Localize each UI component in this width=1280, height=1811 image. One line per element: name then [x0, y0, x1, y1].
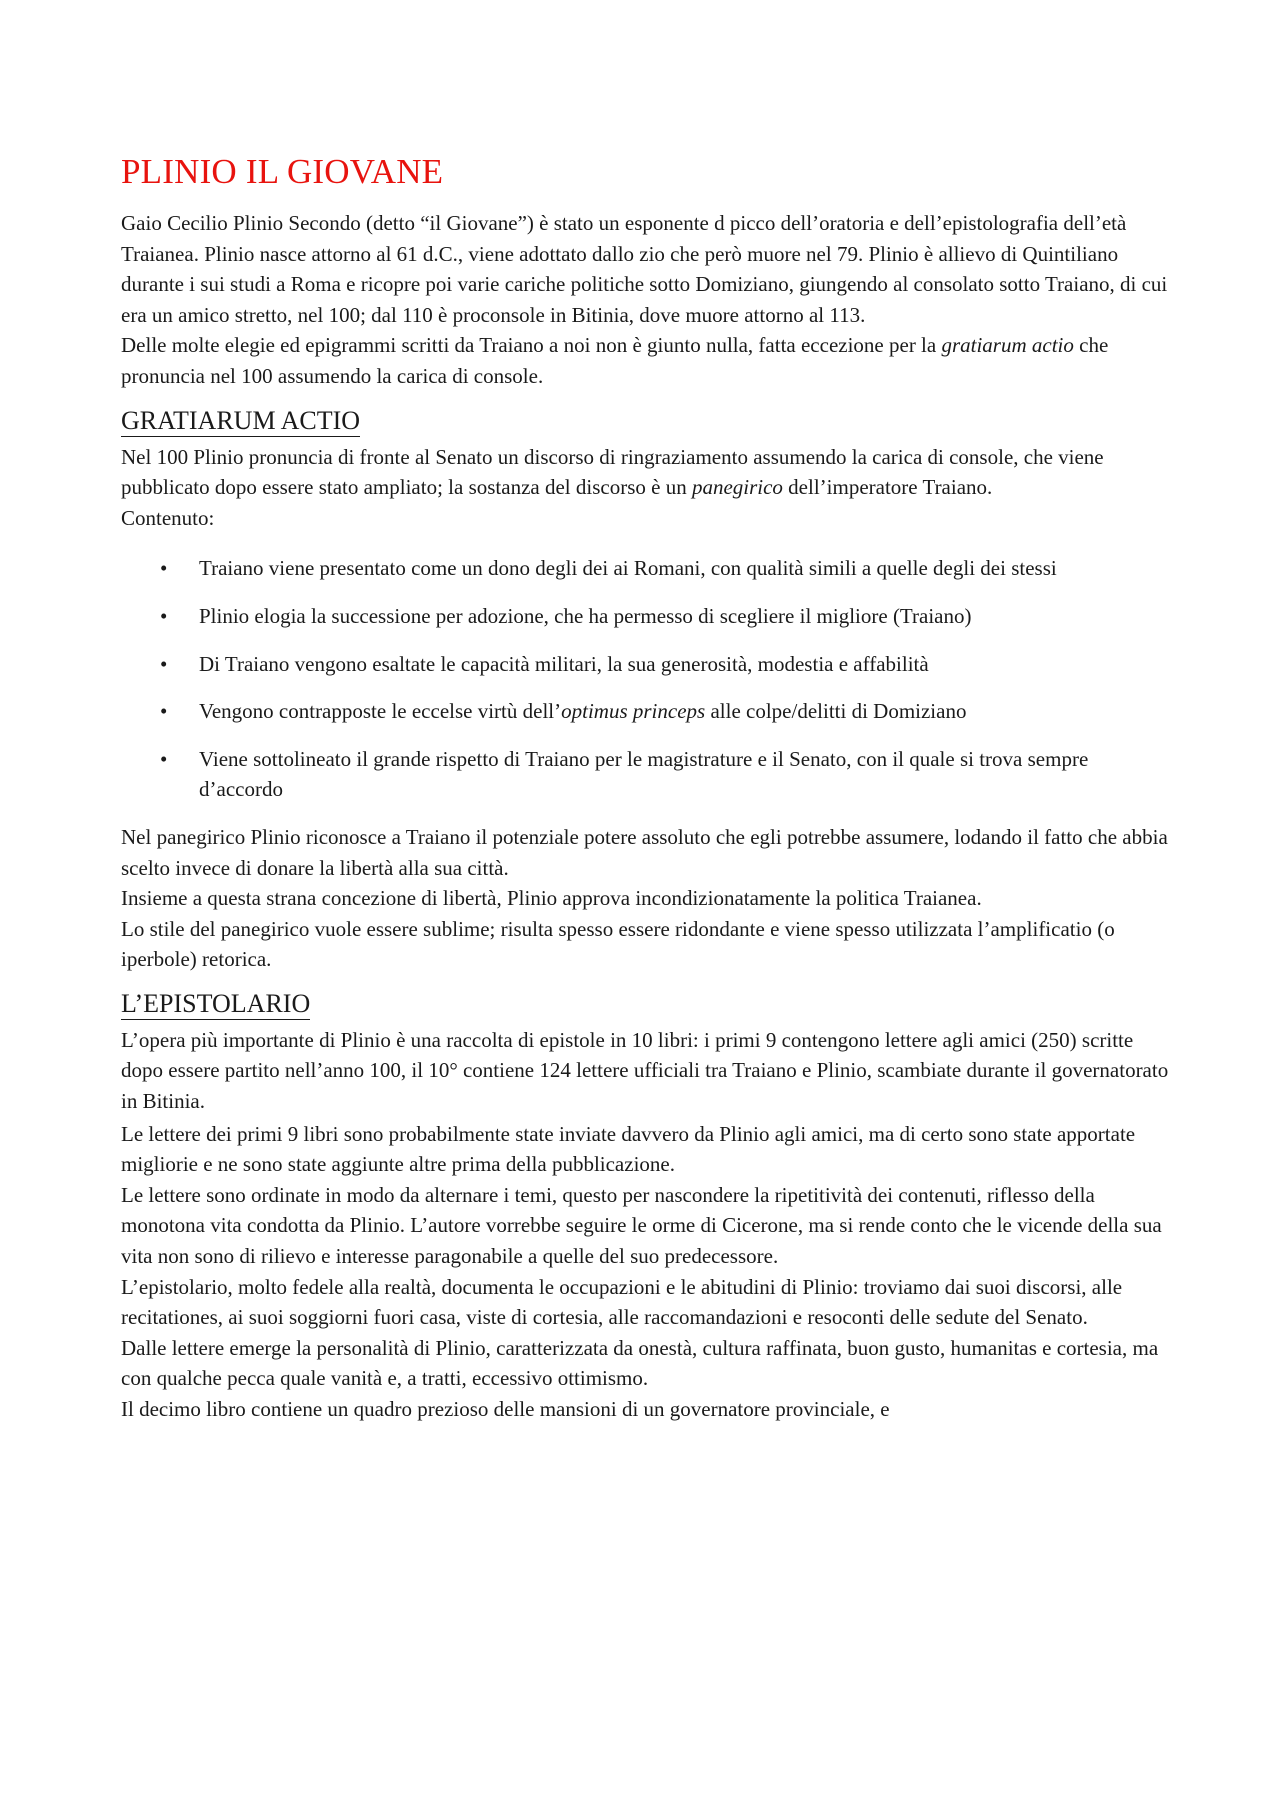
contenuto-list: [121, 553, 1171, 805]
intro-p2-italic-term: gratiarum actio: [941, 333, 1074, 358]
gratiarum-section: [121, 392, 1171, 975]
gratiarum-p1-italic-term: panegirico: [691, 475, 783, 500]
gratiarum-p1-text-after: dell’imperatore Traiano.: [782, 475, 993, 500]
list-item: [121, 553, 1171, 584]
gratiarum-heading: GRATIARUM ACTIO: [121, 405, 361, 435]
list-item-text: Di Traiano vengono esaltate le capacità militari, la sua generosità, modestia e affabilità: [199, 651, 929, 676]
epistolario-paragraph-6: Il decimo libro contiene un quadro prezioso delle mansioni di un governatore provinciale, e: [121, 1397, 890, 1421]
list-item-text: Traiano viene presentato come un dono degli dei ai Romani, con qualità simili a quelle degli dei stessi: [199, 556, 1057, 581]
list-item: [121, 744, 1171, 805]
contenuto-label: Contenuto:: [121, 505, 215, 530]
intro-section: [121, 208, 1171, 392]
list-item-text-before: Vengono contrapposte le eccelse virtù dell’: [199, 699, 562, 724]
intro-paragraph-1: Gaio Cecilio Plinio Secondo (detto “il Giovane”) è stato un esponente d picco dell’oratoria e dell’epistolografia dell’età Traianea. Plinio nasce attorno al 61 d.C., viene adottato dallo zio che però muore nel 79. Plinio è allievo di Quintiliano durante i sui studi a Roma e ricopre poi varie cariche politiche sotto Domiziano, giungendo al consolato sotto Traiano, di cui era un amico stretto, nel 100; dal 110 è proconsole in Bitinia, dove muore attorno al 113.: [121, 211, 1168, 327]
list-item: [121, 696, 1171, 727]
epistolario-paragraph-5: Dalle lettere emerge la personalità di Plinio, caratterizzata da onestà, cultura raffinata, buon gusto, humanitas e cortesia, ma con qualche pecca quale vanità e, a tratti, eccessivo ottimismo.: [121, 1335, 1159, 1391]
gratiarum-paragraph-3: Insieme a questa strana concezione di libertà, Plinio approva incondizionatamente la politica Traianea.: [121, 886, 982, 911]
intro-paragraph-2: [121, 330, 1171, 391]
gratiarum-paragraph-2: Nel panegirico Plinio riconosce a Traiano il potenziale potere assoluto che egli potrebbe assumere, lodando il fatto che abbia scelto invece di donare la libertà alla sua città.: [121, 824, 1168, 880]
document-page: [121, 150, 1171, 1425]
list-item-text: Plinio elogia la successione per adozione, che ha permesso di scegliere il migliore (Traiano): [199, 603, 972, 628]
gratiarum-p1-text-before: Nel 100 Plinio pronuncia di fronte al Senato un discorso di ringraziamento assumendo la carica di console, che viene pubblicato dopo essere stato ampliato; la sostanza del discorso è un: [121, 444, 1104, 500]
bullet-icon: •: [160, 699, 168, 724]
bullet-icon: •: [160, 556, 168, 581]
epistolario-paragraph-4: L’epistolario, molto fedele alla realtà, documenta le occupazioni e le abitudini di Plinio: troviamo dai suoi discorsi, alle recitationes, ai suoi soggiorni fuori casa, viste di cortesia, alle raccomandazioni e resoconti delle sedute del Senato.: [121, 1274, 1123, 1330]
bullet-icon: •: [160, 746, 168, 771]
list-item-text: Viene sottolineato il grande rispetto di Traiano per le magistrature e il Senato, con il quale si trova sempre d’accordo: [199, 746, 1089, 802]
intro-p2-text-before: Delle molte elegie ed epigrammi scritti da Traiano a noi non è giunto nulla, fatta eccezione per la: [121, 333, 942, 358]
epistolario-section: [121, 975, 1171, 1425]
gratiarum-paragraph-4: Lo stile del panegirico vuole essere sublime; risulta spesso essere ridondante e viene spesso utilizzata l’amplificatio (o iperbole) retorica.: [121, 916, 1115, 972]
page-title: PLINIO IL GIOVANE: [121, 152, 444, 191]
list-item-italic-term: optimus princeps: [561, 699, 706, 724]
list-item: [121, 649, 1171, 680]
intro-p2-text-after: che pronuncia nel 100 assumendo la carica di console.: [121, 333, 1109, 388]
epistolario-paragraph-3: Le lettere sono ordinate in modo da alternare i temi, questo per nascondere la ripetitività dei contenuti, riflesso della monotona vita condotta da Plinio. L’autore vorrebbe seguire le orme di Cicerone, ma si rende conto che le vicende della sua vita non sono di rilievo e interesse paragonabile a quelle del suo predecessore.: [121, 1182, 1162, 1269]
bullet-icon: •: [160, 603, 168, 628]
epistolario-heading: L’EPISTOLARIO: [121, 988, 311, 1018]
gratiarum-paragraph-1: [121, 442, 1171, 503]
list-item-text-after: alle colpe/delitti di Domiziano: [705, 699, 967, 724]
epistolario-paragraph-1: L’opera più importante di Plinio è una raccolta di epistole in 10 libri: i primi 9 contengono lettere agli amici (250) scritte dopo essere partito nell’anno 100, il 10° contiene 124 lettere ufficiali tra Traiano e Plinio, scambiate durante il governatorato in Bitinia.: [121, 1027, 1169, 1114]
list-item-text: [199, 699, 966, 723]
list-item: [121, 601, 1171, 632]
epistolario-paragraph-2: Le lettere dei primi 9 libri sono probabilmente state inviate davvero da Plinio agli amici, ma di certo sono state apportate migliorie e ne sono state aggiunte altre prima della pubblicazione.: [121, 1121, 1136, 1177]
bullet-icon: •: [160, 651, 168, 676]
